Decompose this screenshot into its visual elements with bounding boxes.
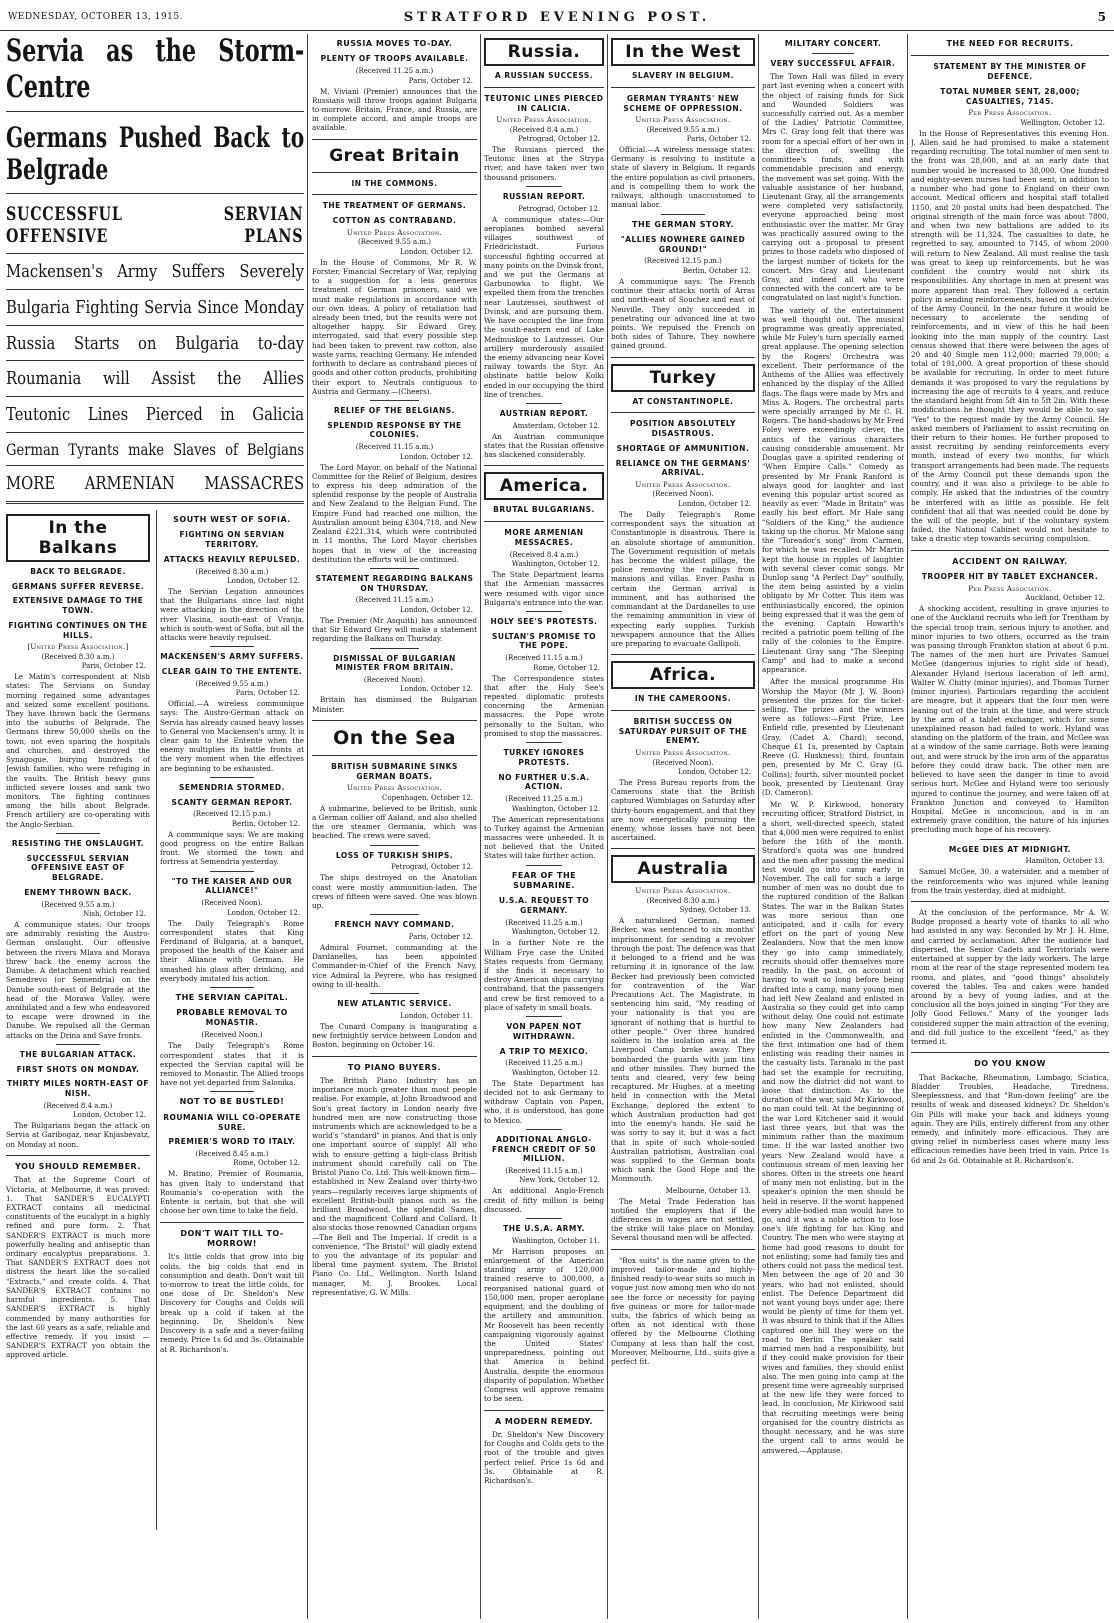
headline-main: Servia as the Storm-Centre <box>6 34 304 105</box>
ad-heading: YOU SHOULD REMEMBER. <box>15 1161 141 1171</box>
article-body: The variety of the entertainment was well thought out. The musical programme was greatly appreciated, while Mr Foley's turn specially earned great applause. The opening selection by the Rogers' Orchestra was excellent. Their performance of the Anthems of the Allies was effectively enhanced by the display of the Allied flags. The flags were made by Mrs and Miss A. Rogers. The orchestral parts were specially arranged by Mr C. H. Rogers. The hand-shadows by Mr Fred Foley were exceedingly clever, the antics of the various characters causing considerable amusement. Mr Douglas gave a spirited rendering of "When Empire Calls." Comedy as presented by Mr Frank Ranford is always good for laughter and last evening this popular artist scored as heavily as ever. "Made in Britain" was easily his best effort. Mr Hale sang "Soldiers of the King," the audience taking up the chorus. Mr Malone sang the "Toreador's song" from Carmen, for which he was recalled. Mr Martin kept the house in ripples of laughter with several clever comic songs. Mr Dunlop sang "A Perfect Day" soulfully, the item being assisted by a violin obligato by Mr Cotter. This item was enthusiastically encored, the opinion being expressed that it was the gem of the evening. Captain Howarth's recited a patriotic poem telling of the rally of the colonies to the Empire. Lieutenant Gray sang "The Sleeping Camp" and had to make a second appearance. <box>762 305 904 675</box>
article-kicker: BACK TO BELGRADE. <box>30 566 126 576</box>
page-number: 5 <box>1097 10 1106 24</box>
dateline: (Received 11.15 a.m.) <box>355 596 434 605</box>
dateline: London, October 12. <box>399 605 473 614</box>
article-kicker: SUCCESSFUL SERVIAN OFFENSIVE EAST OF BELGRADE. <box>26 853 130 883</box>
dateline: (Received 9.55 a.m.) <box>646 125 720 134</box>
column-3 <box>484 34 604 1619</box>
dateline: Nish, October 12. <box>83 910 146 918</box>
dateline: London, October 12. <box>677 767 751 776</box>
dateline: Sydney, October 13. <box>679 906 751 915</box>
article-kicker: HOLY SEE'S PROTESTS. <box>490 616 598 626</box>
article-kicker: ENEMY THROWN BACK. <box>24 887 132 897</box>
article-kicker: VON PAPEN NOT WITHDRAWN. <box>506 1022 582 1041</box>
article-kicker: PREMIER'S WORD TO ITALY. <box>168 1137 296 1147</box>
article-body: A naturalised German, named Becker, was sentenced to six months' imprisonment for sending a revolver through the post. The defence was that it belonged to a friend and he was returning it in ignorance of the law. Becker had previously been convicted for contravention of the War Precautions Act. The Magistrate, in sentencing him said, "My reading of your nationality is that you are ignorant of nothing that is hurtful to other people." Over three hundred soldiers in the isolation area at the Liverpool Camp broke away. They bombarded the guards with jam tins and other missiles. They burned the tents and cleared, very few being recaptured. Mr Hughes, at a meeting held in connection with the Metal Exchange, deplored the extent to which Australian production had got into the enemy's hands. He said he was sorry to say it, but it was a fact that in spite of such whole-souled Australian patriotism, Australian coal was supplied to the German boats which sank the Good Hope and the Monmouth. <box>611 916 755 1184</box>
advertisement-body: It's little colds that grow into big colds, the big colds that end in consumption and death. Don't wait till to-morrow to treat the little colds, for one dose of Dr. Sheldon's New Discovery for Coughs and Colds will break up a cold if taken at the beginning. Dr. Sheldon's New Discovery is a safe and a never-failing remedy. Price 1s 6d and 3s. Obtainable at R. Richardson's. <box>160 1252 304 1354</box>
article-kicker: THE TREATMENT OF GERMANS. <box>322 201 467 211</box>
section-heading: Turkey <box>611 364 755 392</box>
ad-heading: A MODERN REMEDY. <box>494 1416 594 1426</box>
article-body: The Daily Telegraph's Rome correspondent states that King Ferdinand of Bulgaria, at a banquet, proposed the health of the Kaiser and their Alliance with German. He smashed his glass after drinking, and everybody imitated his action. <box>160 918 304 983</box>
article-kicker: "ALLIES NOWHERE GAINED GROUND!" <box>620 234 746 254</box>
dateline: United Press Association. <box>635 116 731 125</box>
article-body: Samuel McGee, 30, a watersider, and a member of the reinforcements who was injured while leaning from the train yesterday, died at midnight. <box>911 867 1109 895</box>
article-kicker: THIRTY MILES NORTH-EAST OF NISH. <box>6 1079 150 1099</box>
dateline: (Received 9.55 a.m.) <box>357 238 432 247</box>
article-kicker: FRENCH NAVY COMMAND. <box>334 920 455 930</box>
article-body: An additional Anglo-French credit of fifty million is being discussed. <box>484 1186 604 1214</box>
dateline: (Received Noon.) <box>201 1030 263 1039</box>
dateline: Melbourne, October 13. <box>665 1186 751 1195</box>
dateline: Per Press Association. <box>968 109 1052 118</box>
article-kicker: "TO THE KAISER AND OUR ALLIANCE!" <box>171 876 293 896</box>
article-body: In a further Note re the William Frye case the United States requests from Germany, if she finds it necessary to destroy American ships carrying contraband, that the passengers and crew be first removed to a place of safety in small boats. <box>484 938 604 1012</box>
article-body: In the House of Representatives this evening Hon. J. Allen said he had promised to make a statement regarding recruiting. The total number of men sent to the front was 28,000, and at an early date that number would be increased to 38,000. One hundred and eighty-seven nurses had been sent, in addition to a number who had gone to England on their own account. Medical officers and hospital staff totalled 1150, and 20 postal units had been despatched. The original strength of the main force was about 7800, and when two new battalions are added to its strength will be 11,324. The casualties to date, he regretted to say, amounted to 7145, of whom 2000 will return to New Zealand. All must realise the task was great to keep up reinforcements, but he was confident the country would not shirk its responsibilities. Any shortage in men at present was more apparent than real. They followed a certain policy in sending reinforcements, based on the advice of the Army Council. In the near future it would be necessary to accelerate the sending of reinforcements, and in view of this he had been looking into the man supply of the country. Last census showed that there were between the ages of 20 and 40 Single men 112,000; married 79,000; a total of 191,000. A great proportion of these should be available for recruiting. In order to meet future demands it was proposed to vary the regulations by increasing the age of recruits to 4 years, and reduce the standard height from 5ft 4in to 5ft 2in. With these modifications he thought they would be able to say "Yes" to the request made by the Army Council. He asked members of Parliament to assist recruiting on their return to their homes. He further proposed to assist recruiting by sending reinforcements every month, instead of every two months, for which transport arrangements had been made. The requests of the Army Council put these demands upon the country, and it was also a privilege to be able to comply. He asked that the industries of the country be interfered with as little as possible. He felt confident that all that was needed could be done by the will of the people, but if the voluntary system failed, the National Cabinet would not hesitate to take a drastic step towards securing compulsion. <box>911 128 1109 544</box>
dateline: (Received Noon). <box>363 676 426 685</box>
dateline: London, October 11. <box>399 1011 473 1020</box>
article-kicker: GERMANS SUFFER REVERSE. <box>11 581 145 591</box>
dateline: (Received 8.4 a.m.) <box>509 125 579 134</box>
section-heading: Russia. <box>484 38 604 66</box>
dateline: London, October 12. <box>399 247 473 256</box>
dateline: Rome, October 12. <box>533 663 600 672</box>
article-kicker: BRITISH SUBMARINE SINKS GERMAN BOATS. <box>331 761 458 781</box>
article-kicker: FEAR OF THE SUBMARINE. <box>511 870 577 890</box>
article-body: Admiral Fournet, commanding at the Dardanelles, has been appointed Commander-in-Chief of the French Navy, vice Admiral la Peyrere, who has resigned owing to ill-health. <box>312 943 477 989</box>
article-kicker: CLEAR GAIN TO THE ENTENTE. <box>161 666 303 676</box>
subhead: SUCCESSFUL SERVIAN OFFENSIVE PLANS <box>6 202 304 247</box>
column-1 <box>6 34 304 1619</box>
article-kicker: U.S.A. REQUEST TO GERMANY. <box>498 896 590 916</box>
dateline: (Received Noon). <box>652 490 714 499</box>
article-kicker: AT CONSTANTINOPLE. <box>632 396 734 406</box>
dateline: Washington, October 12. <box>511 928 600 937</box>
dateline: (Received 11.15 a.m.) <box>505 654 583 663</box>
article-kicker: VERY SUCCESSFUL AFFAIR. <box>770 59 896 69</box>
dateline: Petrograd, October 12. <box>391 863 473 872</box>
article-kicker: TURKEY IGNORES PROTESTS. <box>503 748 585 767</box>
column-rule <box>758 34 759 1619</box>
article-body: A submarine, believed to be British, sunk a German collier off Aaland, and also shelled the ore steamer Germania, which was beached. The crews were saved. <box>312 803 477 841</box>
article-kicker: IN THE COMMONS. <box>351 178 438 188</box>
subhead: Mackensen's Army Suffers Severely <box>6 261 304 283</box>
article-body: Mr Harrison proposes an enlargement of the American standing army of 120,000 trained reserve to 300,000, a reorganised national guard of 150,000 men, proper aeroplane equipment, and the doubling of the artillery and ammunition. Mr Roosevelt has been recently campaigning vigorously against the United States' unpreparedness, pointing out that America is behind Australia, despite the enormous disparity of population. Whether Congress will approve remains to be seen. <box>484 1246 604 1404</box>
article-body: Britain has dismissed the Bulgarian Minister. <box>312 695 477 714</box>
article-kicker: COTTON AS CONTRABAND. <box>332 216 457 226</box>
dateline: United Press Association. <box>346 784 443 793</box>
dateline: (Received 9.55 a.m.) <box>195 679 269 688</box>
article-kicker: BRITISH SUCCESS ON SATURDAY PURSUIT OF THE ENEMY. <box>618 716 748 746</box>
article-kicker: SEMENDRIA STORMED. <box>179 782 285 792</box>
dateline: London, October 12. <box>72 1111 146 1120</box>
article-kicker: BRUTAL BULGARIANS. <box>493 505 595 515</box>
article-kicker: THE U.S.A. ARMY. <box>503 1224 585 1234</box>
article-body: The Daily Telegraph's Rome correspondent says the situation at Constantinople is disastrous. There is an absolute shortage of ammunition. The Government requisition of metals has become the wildest pillage, the police removing the railings from mansions and villas. Enver Pasha is certain the German arrival is imminent, and has authorised the commandant at the Dardanelles to use the remaining ammunition in view of expecting early supplies. Turkish newspapers announce that the Allies are preparing to evacuate Gallipoli. <box>611 509 755 648</box>
headline-secondary: Germans Pushed Back to Belgrade <box>6 121 304 187</box>
advertisement-body: Dr. Sheldon's New Discovery for Coughs and Colds gets to the root of the trouble and gives perfect relief. Price 1s 6d and 3s. Obtainable at R. Richardson's. <box>484 1429 604 1486</box>
dateline: Amsterdam, October 12. <box>512 421 600 430</box>
dateline: (Received 11.25 a.m.) <box>505 1059 583 1068</box>
article-kicker: THE GERMAN STORY. <box>632 219 734 229</box>
issue-date: WEDNESDAY, OCTOBER 13, 1915. <box>8 12 183 22</box>
dateline: (Received 11.25 a.m.) <box>355 67 434 76</box>
article-kicker: TROOPER HIT BY TABLET EXCHANCER. <box>921 572 1099 582</box>
article-kicker: SULTAN'S PROMISE TO THE POPE. <box>492 631 596 651</box>
subhead: MORE ARMENIAN MASSACRES <box>6 473 304 495</box>
column-6 <box>911 34 1109 1619</box>
dateline: (Received 8.4 a.m.) <box>43 1101 113 1110</box>
article-body: M. Bratino, Premier of Roumania, has given Italy to understand that Roumania's co-operation with the Entente is certain, but that she will choose her own time to take the field. <box>160 1169 304 1216</box>
article-body: The American representations to Turkey against the Armenian massacres were unheeded. It is not believed that the United States will take further action. <box>484 814 604 861</box>
article-body: The State Department learns that the Armenian massacres were resumed with vigor since Bulgaria's entrance into the war. <box>484 570 604 607</box>
article-body: The Premier (Mr Asquith) has announced that Sir Edward Grey will make a statement regarding the Balkans on Thursday. <box>312 615 477 644</box>
dateline: Hamilton, October 13. <box>1025 857 1105 866</box>
article-body: M. Viviani (Premier) announces that the Russians will throw troops against Bulgaria to-morrow. Britain, France, and Russia, are in complete accord, and ample troops are available. <box>312 86 477 133</box>
article-kicker: THE BULGARIAN ATTACK. <box>19 1049 137 1059</box>
dateline: Washington, October 12. <box>511 1068 600 1077</box>
article-kicker: POSITION ABSOLUTELY DISASTROUS. <box>630 419 736 439</box>
dateline: (Received 12.15 p.m.) <box>644 257 722 266</box>
article-kicker: SHORTAGE OF AMMUNITION. <box>616 443 750 453</box>
article-body: The Metal Trade Federation has notified the employers that if the differences in wages are not settled, the strike will take place on Monday. Several thousand men will be affected. <box>611 1196 755 1243</box>
dateline: London, October 12. <box>226 908 300 917</box>
article-kicker: RESISTING THE ONSLAUGHT. <box>11 838 145 848</box>
dateline: New York, October 12. <box>519 1176 600 1185</box>
article-body: The Town Hall was filled in every part last evening when a concert with the object of raising funds for Sick and Wounded Soldiers was successfully carried out. As a member of the Ladies' Patriotic Committee, Mrs C. Gray long felt that there was room for a special effort of her own in the direction of swelling the committee's funds, and with commendable precision and energy, the movement was set going. With the valuable assistance of her husband, Lieutenant Gray, all the arrangements were completed very satisfactorily, everyone approached being most enthusiastic over the matter. Mr Gray was practically assured owing to the carrying out a proposal to present prizes to those cadets who disposed of the largest number of tickets for the concert. Mrs Gray and Lieutenant Gray, and indeed all who were connected with the concert are to be congratulated on last night's function. <box>762 72 904 303</box>
column-rule <box>907 34 908 1619</box>
dateline: London, October 12. <box>399 452 473 461</box>
article-kicker: A RUSSIAN SUCCESS. <box>494 71 594 80</box>
section-heading: Africa. <box>611 661 755 689</box>
column-rule <box>607 34 608 1619</box>
advertisement-body: That Backache, Rheumatism, Lumbago, Sciatica, Bladder Troubles, Headache, Tiredness, Sleeplessness, and that "Run-down feeling" are the results of weak and diseased kidneys? Dr. Sheldon's Gin Pills will make your back and kidneys young again. They are Pills, entirely different from any other remedy, and infinitely more efficacious. They are giving relief in numberless cases where many less efficacious remedies have been tried in vain. Price 1s 6d and 2s 6d. Obtainable at R. Richardson's. <box>911 1072 1109 1165</box>
dateline: (Received 12.15 p.m.) <box>193 810 271 819</box>
dateline: Paris, October 12. <box>81 662 146 671</box>
dateline: United Press Association. <box>346 228 443 237</box>
article-body: The ships destroyed on the Anatolian coast were mostly ammunition-laden. The crews of fifteen were saved. One was blown up. <box>312 873 477 911</box>
article-body: The Daily Telegraph's Rome correspondent states that it is expected the Servian capital will be removed to Monastir. The Allied troops have not yet departed from Salonika. <box>160 1041 304 1088</box>
sofia-section <box>160 510 304 1530</box>
article-body: A communique states:—Our aeroplanes bombed several villages southwest of Friedrichstadt. Furious successful fighting occurred at many points on the Dvinsk front, and we put the Germans at Garbunowka to flight. We expelled them from the trenches near Lautzessei, southwest of Dvinsk, and are pursuing them. We have occupied the line from the south-eastern end of Lake Medmuskge to Lautzessei. Our artillery murderously assailed the enemy advancing near Kovel railway towards the Styr. An obstinate battle below Kolki ended in our occupying the third line of trenches. <box>484 214 604 399</box>
dateline: Copenhagen, October 12. <box>382 793 473 802</box>
article-kicker: TOTAL NUMBER SENT, 28,000; CASUALTIES, 7145. <box>940 86 1080 106</box>
article-kicker: RUSSIAN REPORT. <box>502 191 586 201</box>
article-kicker: NOT TO BE BUSTLED! <box>179 1097 285 1107</box>
dateline: Rome, October 12. <box>233 1159 300 1168</box>
dateline: Paris, October 12. <box>408 933 473 941</box>
dateline: Berlin, October 12. <box>231 819 300 828</box>
column-rule <box>480 34 481 1619</box>
section-heading: America. <box>484 472 604 500</box>
ad-heading: DON'T WAIT TILL TO-MORROW! <box>180 1228 284 1248</box>
section-heading: In the West <box>611 38 755 66</box>
dateline: Petrograd, October 12. <box>518 204 600 213</box>
article-body: After the musical programme His Worship the Mayor (Mr J. W. Boon) presented the prizes for the ticket-selling. The prizes and the winners were as follows:—First Prize, Lee Enfield rifle, presented by Lieutenant Gray, (Cadet A. Chard); second, Cheque £1 1s, presented by Captain Reeve (G. Huskness); third, fountain pen, presented by Mr C. Gray (G. Collins); fourth, silver mounted pocket book, presented by Lieutenant Gray (D. Cameron). <box>762 677 904 797</box>
dateline: (Received 11.25 a.m.) <box>505 918 583 927</box>
dateline: (Received 9.55 a.m.) <box>41 900 115 909</box>
dateline: (Received 8.30 a.m.) <box>646 896 720 905</box>
article-kicker: ROUMANIA WILL CO-OPERATE SURE. <box>163 1112 301 1132</box>
article-kicker: SPLENDID RESPONSE BY THE COLONIES. <box>327 420 462 440</box>
dateline: Washington, October 12. <box>511 804 600 813</box>
section-heading: In the Balkans <box>6 514 150 562</box>
article-kicker: THE NEED FOR RECRUITS. <box>946 39 1074 48</box>
article-kicker: SOUTH WEST OF SOFIA. <box>173 514 291 524</box>
dateline: (Received 8.30 a.m.) <box>41 652 115 661</box>
article-kicker: THE SERVIAN CAPITAL. <box>175 993 289 1003</box>
article-kicker: MORE ARMENIAN MESSACRES. <box>504 528 584 547</box>
article-kicker: GERMAN TYRANTS' NEW SCHEME OF OPPRESSION. <box>623 93 743 113</box>
advertisement-body: "Box suits" is the name given to the improved tailor-made and highly-finished ready-to-wear suits so much in vogue just now among men who do not see the force or necessity for paying five guineas or more for tailor-made suits, the fabrics of which being as often as not identical with those offered by the Melbourne Clothing Company at less than half the cost. Moreover, Melbourne, Ltd., suits give a perfect fit. <box>611 1255 755 1367</box>
article-kicker: SCANTY GERMAN REPORT. <box>171 797 293 807</box>
article-body: The Bulgarians began the attack on Servia at Garibogaz, near Knjasbevatz, on Monday at noon. <box>6 1121 150 1149</box>
column-4 <box>611 34 755 1619</box>
article-body: A shocking accident, resulting in grave injuries to one of the Auckland recruits who left for Trentham by the special troop train, serious injury to another, and minor injuries to two others, occurred as the train was passing through Frankton station at about 6 p.m. The names of the men hurt are Privates Samuel McGee (dangerous injuries to right side of head), Alexander Hyland (serious laceration of left arm), Walter W. Chitty (minor injuries), and Thomas Turner (minor injuries). Particulars regarding the accident are meagre, but it appears that the four men were leaning out of the train at the time, and were struck by the arm of a tablet exchanger, which for some unexplained reason had failed to work. Hyland was standing on the platform of the train, and McGee was at a window of the same carriage. Both were leaning out, and were struck by the iron arm of the apparatus before they could draw back. The other men are believed to have seen the danger in time to avoid serious hurt. McGee and Hyland were too seriously injured to continue the journey, and were taken off at Frankton Junction and conveyed to Hamilton Hospital. McGee is unconscious, and is in an extremely grave condition, the nature of his injuries precluding much hope of his recovery. <box>911 604 1109 835</box>
article-kicker: NEW ATLANTIC SERVICE. <box>337 999 452 1009</box>
dateline: Per Press Association. <box>968 584 1052 593</box>
article-body: The State Department has decided not to ask Germany to withdraw Captain von Papen, who, it is understood, has gone to Mexico. <box>484 1078 604 1125</box>
article-kicker: SLAVERY IN BELGIUM. <box>632 71 734 80</box>
article-kicker: IN THE CAMEROONS. <box>634 694 732 704</box>
article-body: Le Matin's correspondent at Nish states: The Servians on Sunday morning regained some advantages and seized some excellent positions. They have thrown back the Germans into the suburbs of Belgrade. The Germans threw 50,000 shells on the town, not even sparing the hospitals and churches, and destroyed the Synagogue, burying hundreds of Jewish families, who were refuging in the vaults. The British heavy guns inflicted severe losses and sank two monitors. The fighting continues among the hills about Belgrade. French artillery are co-operating with the Anglo-Serbian. <box>6 672 150 829</box>
subhead: Russia Starts on Bulgaria to-day <box>6 332 304 354</box>
article-kicker: MILITARY CONCERT. <box>784 39 882 48</box>
article-body: The Servian Legation announces that the Bulgarians since last night were attacking in the direction of the river Vlasina, south-east of Vranja, which is south-west of Sofia, but all the attacks were heavily repulsed. <box>160 586 304 642</box>
article-kicker: STATEMENT REGARDING BALKANS ON THURSDAY. <box>315 573 474 593</box>
article-body: The Cunard Company is inaugurating a new fortnightly service between London and Boston, beginning on October 16. <box>312 1021 477 1050</box>
dateline: (Received 8.30 a.m.) <box>195 567 269 576</box>
article-kicker: FIRST SHOTS ON MONDAY. <box>16 1064 140 1074</box>
dateline: United Press Association. <box>635 887 731 896</box>
article-kicker: PLENTY OF TROOPS AVAILABLE. <box>320 54 469 64</box>
subhead: Teutonic Lines Pierced in Galicia <box>6 404 304 426</box>
dateline: Washington, October 12. <box>511 560 600 569</box>
dateline: Berlin, October 12. <box>682 266 751 275</box>
article-body: At the conclusion of the performance, Mr A. W. Budge proposed a hearty vote of thanks to all who had assisted in any way. Seconded by Mr J. H. Hine, and carried by acclamation. After the audience had dispersed, the Senior Cadets and Territorials were entertained at supper by the lady workers. The large room at the rear of the stage represented modern tea rooms, and plates, and "good things" absolutely covered the tables. Tea and cakes were handed around by a bevy of young ladies, and at the conclusion all the boys joined in singing "For they are Jolly Good Fellows." Many of the younger lads considered supper the main attraction of the evening, and did full justice to the excellent "feed," as they termed it. <box>911 908 1109 1047</box>
advertisement-body: The British Piano Industry has an importance much greater than most people realise. For example, at John Broadwood and Son's great factory in London nearly five hundred men are now constructing those instruments which are acknowledged to be a world's "standard" in pianos. And that is only one important source of supply! All who wish to ensure getting a high-class British instrument should carefully call on The Bristol Piano Co. Ltd. This well-known firm—established in New Zealand over thirty-two years—regularly receives large shipments of excellent British-built pianos such as the brilliant Broadwood, the splendid Sames, and the magnificent Collard and Collard. It also stocks those renowned Canadian organs—The Bell and The Imperial. If credit is a convenience, "The Bristol" will gladly extend to you the advantage of its popular and liberal time payment system. The Bristol Piano Co. Ltd., Wellington. North Island manager, M. J. Brookes. Local representative, G. W. Mills. <box>312 1075 477 1297</box>
dateline: [United Press Association.] <box>27 643 129 652</box>
dateline: Washington, October 11. <box>511 1236 600 1245</box>
subhead: Roumania will Assist the Allies <box>6 368 304 390</box>
article-body: Official.—A wireless message states: Germany is resolving to institute a state of slavery in Belgium. It regards the entire population as civil prisoners, and is compelling them to work the railways, although unaccustomed to manual labor. <box>611 145 755 210</box>
article-kicker: RELIEF OF THE BELGIANS. <box>334 405 455 415</box>
article-body: An Austrian communique states that the Russian offensive has slackened considerably. <box>484 431 604 460</box>
dateline: London, October 12. <box>399 685 473 694</box>
article-kicker: AUSTRIAN REPORT. <box>499 409 589 419</box>
dateline: (Received 11.15 a.m.) <box>355 443 434 452</box>
article-kicker: FIGHTING CONTINUES ON THE HILLS. <box>8 620 148 640</box>
article-body: The Correspondence states that after the Holy See's repeated diplomatic protests concerning the Armenian massacres, the Pope wrote personally to the Sultan, who promised to stop the massacres. <box>484 673 604 738</box>
dateline: Auckland, October 12. <box>1025 594 1105 603</box>
dateline: (Received 11.25 a.m.) <box>505 795 583 804</box>
article-body: A communique states: Our troops are admirably resisting the Austro-German onslaught. Our offensive between the rivers Mlava and Morava threw back the enemy across the Danube. A detachment which reached Semedrevo (or Semendria) on the Danube south-east of Belgrade at the head of the Morawa Valley, were annihilated and a few who endeavored to escape were drowned in the Danube. We repulsed all the German attacks on the Drina and Save fronts. <box>6 920 150 1040</box>
dateline: United Press Association. <box>635 749 731 758</box>
article-kicker: EXTENSIVE DAMAGE TO THE TOWN. <box>12 596 144 616</box>
article-kicker: MACKENSEN'S ARMY SUFFERS. <box>160 652 304 662</box>
article-kicker: McGEE DIES AT MIDNIGHT. <box>948 844 1072 854</box>
balkans-section <box>6 510 150 1530</box>
dateline: (Received 11.15 a.m.) <box>505 1167 583 1176</box>
dateline: Paris, October 12. <box>686 135 751 144</box>
subhead: Bulgaria Fighting Servia Since Monday <box>6 297 304 319</box>
dateline: London, October 12. <box>677 499 751 508</box>
subhead: German Tyrants make Slaves of Belgians <box>6 439 304 459</box>
article-kicker: RELIANCE ON THE GERMANS' ARRIVAL. <box>615 458 751 478</box>
column-rule <box>307 34 308 1619</box>
article-body: In the House of Commons, Mr R. W. Forster, Financial Secretary of War, replying to a suggestion for a less generous treatment of German prisoners, said we must make regulations in accordance with our own ideas. A policy of retaliation had already been tried, but the results were not altogether happy. Sir Edward Grey, interrogated, said that every possible step had been taken to prevent raw cotton, also waste yarns, reaching Germany. He intended forthwith to declare as contraband pieces of goods and other cotton products, prohibiting their export to Neutrals contiguous to Austria and Germany.—(Cheers). <box>312 257 477 396</box>
article-kicker: LOSS OF TURKISH SHIPS. <box>335 850 454 860</box>
section-heading: On the Sea <box>333 726 456 749</box>
article-kicker: DISMISSAL OF BULGARIAN MINISTER FROM BRITAIN. <box>333 653 456 673</box>
article-kicker: NO FURTHER U.S.A. ACTION. <box>498 772 590 792</box>
masthead <box>0 0 1114 31</box>
article-kicker: FIGHTING ON SERVIAN TERRITORY. <box>179 530 285 549</box>
dateline: London, October 12. <box>226 576 300 585</box>
dateline: Paris, October 12. <box>408 76 473 85</box>
dateline: Paris, October 12. <box>235 689 300 698</box>
article-kicker: ATTACKS HEAVILY REPULSED. <box>163 554 301 564</box>
article-body: A communique says: We are making good progress on the entire Balkan front. We stormed the town and fortress at Semendria yesterday. <box>160 829 304 867</box>
section-heading: Australia <box>611 855 755 883</box>
dateline: (Received Noon). <box>201 899 263 908</box>
article-body: The Russians pierced the Teutonic lines at the Strypa river, and have taken over two thousand prisoners. <box>484 145 604 182</box>
article-kicker: ADDITIONAL ANGLO-FRENCH CREDIT OF 50 MILLION. <box>492 1134 596 1164</box>
article-body: Mr W. P. Kirkwood, honorary recruiting officer, Stratford District, in a short, well-directed speech, stated that 4,000 men were required to enlist before the 16th of the month. Stratford's quota was one hundred and the men after passing the medical test would go into camp early in November. The call for such a large number of men was no doubt due to the ruptured condition of the Balkan States. The war in the Balkan States was more serious than one anticipated, and it calls for every effort on the part of young New Zealanders. Now that the men know they go into camp immediately, recruits should offer themselves more readily. In the past, on account of having to wait so long before being drafted into a camp, many young men had left New Zealand and enlisted in Australia so they could get into camp without delay. One could not estimate how many New Zealanders had enlisted in the Commonwealth, and the first intimation one had of them enlisting was reading their names in the casualty lists. Taranaki in the past had set the example for recruiting, and now the district did not want to loose that distinction. As to the duration of the war, said Mr Kirkwood, no man could tell. At the beginning of the war Lord Kitchener said it would last three years, but that was the minimum rather than the maximum time. If the war lasted another two years New Zealand would have a continuous stream of men leaving her shores. Often in the streets one heard of many men not enlisting, but in the speaker's opinion the men should be held in reserve. If the worst happened every able-bodied man would have to go, and it was a noble action to lose one's life fighting for his King and Country. The men who were staying at home had good reasons to doubt for not enlisting; some had family ties and others could not pass the medical test. Men between the age of 20 and 30 years, who had not enlisted, should enlist. The Defence Department did not want young boys under age; there would be plenty of time for them yet. It was absurd to think that if the Allies captured one hill they were on the road to Berlin. The speaker said married men had a responsibility, but if they could make provision for their wives and families, they should enlist also. The men going into camp at the present time were agreeably surprised at the new life they were forced to lead. In conclusion, Mr Kirkwood said that recruiting meetings were being organised for the country districts as thought necessary, and he was sure the urgent call to arms would be answered.—Applause. <box>762 800 904 1455</box>
dateline: Petrograd, October 12. <box>518 135 600 144</box>
advertisement-body: That at the Supreme Court of Victoria, at Melbourne, it was proved: 1. That SANDER'S EUCALYPTI EXTRACT contains all medicinal constituents of the eucalypt in a highly refined and pure form. 2. That SANDER'S EXTRACT is much more powerfully healing and antiseptic than ordinary eucalyptus preparations. 3. That SANDER'S EXTRACT does not distress the heart like the so-called "Extracts," and create colds. 4. That SANDER'S EXTRACT contains no harmful ingredients. 5. That SANDER'S EXTRACT is highly commended by many authorities for the last 60 years as a safe, reliable and effective remedy. If you insist — SANDER'S EXTRACT you obtain the approved article. <box>6 1175 150 1360</box>
dateline: (Received 8.45 a.m.) <box>195 1150 269 1159</box>
article-kicker: A TRIP TO MEXICO. <box>499 1046 589 1056</box>
newspaper-title: STRATFORD EVENING POST. <box>403 10 711 25</box>
column-5 <box>762 34 904 1619</box>
dateline: Wellington, October 12. <box>1020 118 1105 127</box>
ad-heading: TO PIANO BUYERS. <box>347 1062 442 1072</box>
article-kicker: RUSSIA MOVES TO-DAY. <box>336 39 453 48</box>
ad-heading: DO YOU KNOW <box>974 1059 1046 1069</box>
article-body: Official.—A wireless communique says: The Austro-German attack on Servia has already caused heavy losses to General von Mackensen's army. It is clear gain to the Entente when the enemy multiplies its battle fronts at the very moment when the effectives are beginning to be exhausted. <box>160 699 304 773</box>
section-heading: Great Britain <box>329 145 460 166</box>
article-kicker: TEUTONIC LINES PIERCED IN CALICIA. <box>484 93 604 113</box>
dateline: (Received 8.4 a.m.) <box>509 550 579 559</box>
article-kicker: STATEMENT BY THE MINISTER OF DEFENCE. <box>933 62 1087 82</box>
article-body: The Press Bureau reports from the Cameroons state that the British captured Wumbiagas on Saturday after thirty-hours engagement, and that they are now energetically pursuing the enemy, whose losses have not been ascertained. <box>611 777 755 843</box>
article-kicker: PROBABLE REMOVAL TO MONASTIR. <box>176 1008 288 1028</box>
dateline: United Press Association. <box>496 116 592 125</box>
article-kicker: ACCIDENT ON RAILWAY. <box>952 556 1068 566</box>
article-body: The Lord Mayor, on behalf of the National Committee for the Relief of Belgium, desires to express his deep admiration of the splendid response by the people of Australia and New Zealand to the Belgian Fund. The Empire Fund had reached one million, the Australian amount being £304,718, and New Zealand £221,314, which were contributed in 11 months. The Lord Mayor cherishes hopes that in view of the increasing destitution the efforts will be continued. <box>312 462 477 564</box>
article-body: A communique says: The French continue their attacks north of Arras and north-east of Souchez and east of Neuville. They only succeeded in penetrating our advanced line at two points. We repulsed the French on both sides of Tahure. They nowhere gained ground. <box>611 276 755 351</box>
dateline: United Press Association. <box>635 481 731 490</box>
dateline: (Received Noon). <box>652 758 714 767</box>
column-2 <box>312 34 477 1619</box>
